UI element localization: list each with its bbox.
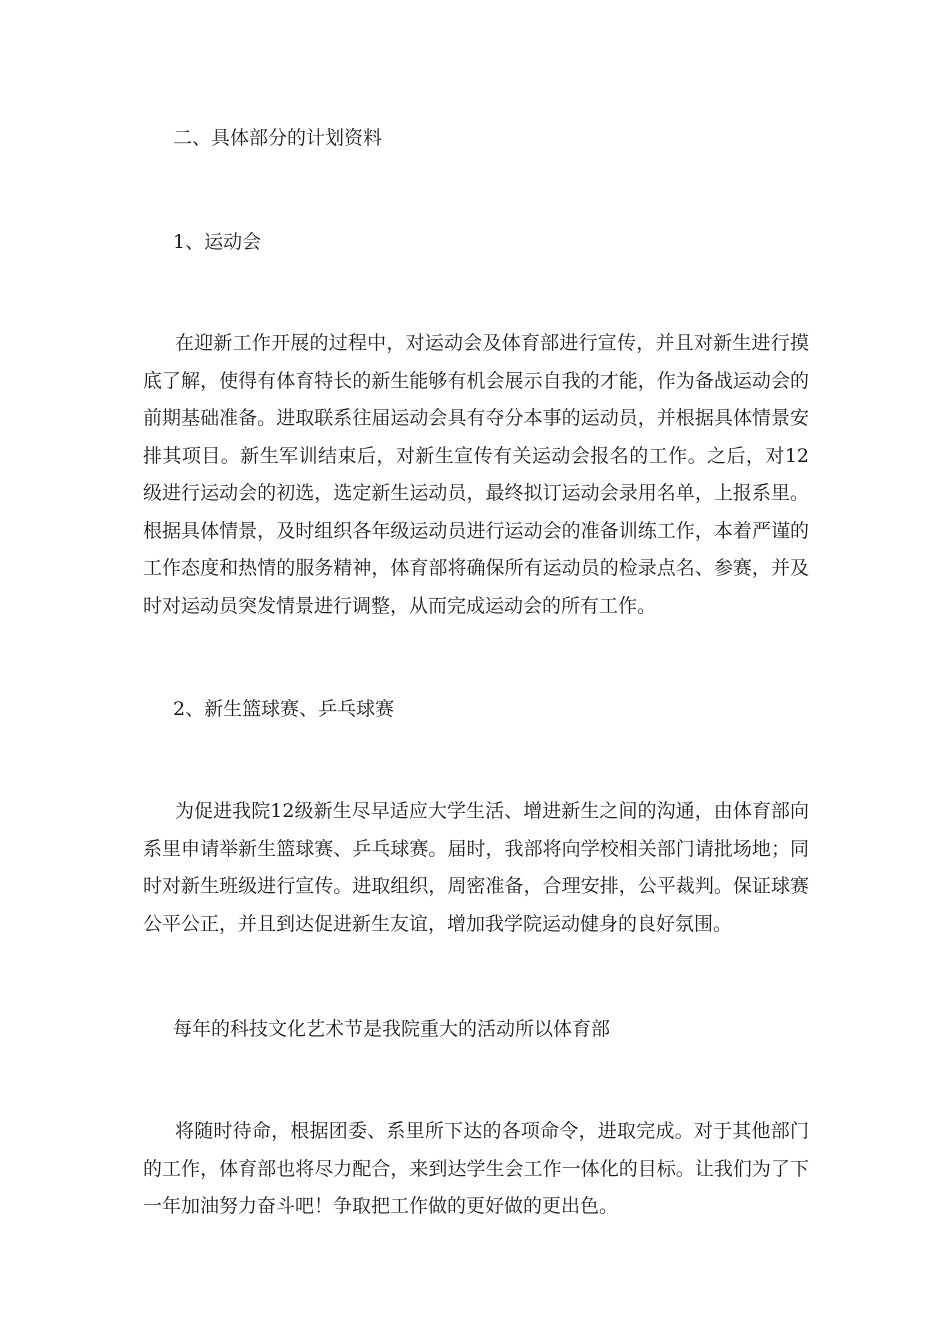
paragraph-closing: 将随时待命，根据团委、系里所下达的各项命令，进取完成。对于其他部门的工作，体育部也将尽力配合，来到达学生会工作一体化的目标。让我们为了下一年加油努力奋斗吧！争取把工作做的更好做的更出色。 [143,1120,809,1217]
paragraph-ball-games: 为促进我院12级新生尽早适应大学生活、增进新生之间的沟通，由体育部向系里申请举新生篮球赛、乒乓球赛。届时，我部将向学校相关部门请批场地；同时对新生班级进行宣传。进取组织，周密准备，合理安排，公平裁判。保证球赛公平公正，并且到达促进新生友谊，增加我学院运动健身的良好氛围。 [143,800,809,935]
section-heading: 二、具体部分的计划资料 [173,127,383,149]
festival-line: 每年的科技文化艺术节是我院重大的活动所以体育部 [173,1018,611,1040]
item-heading-ball-games: 2、新生篮球赛、乒乓球赛 [173,698,395,720]
item-heading-sports-meet: 1、运动会 [173,231,262,253]
paragraph-sports-meet: 在迎新工作开展的过程中，对运动会及体育部进行宣传，并且对新生进行摸底了解，使得有体育特长的新生能够有机会展示自我的才能，作为备战运动会的前期基础准备。进取联系往届运动会具有夺分本事的运动员，并根据具体情景安排其项目。新生军训结束后，对新生宣传有关运动会报名的工作。之后，对12级进行运动会的初选，选定新生运动员，最终拟订运动会录用名单，上报系里。根据具体情景，及时组织各年级运动员进行运动会的准备训练工作，本着严谨的工作态度和热情的服务精神，体育部将确保所有运动员的检录点名、参赛，并及时对运动员突发情景进行调整，从而完成运动会的所有工作。 [143,332,809,617]
